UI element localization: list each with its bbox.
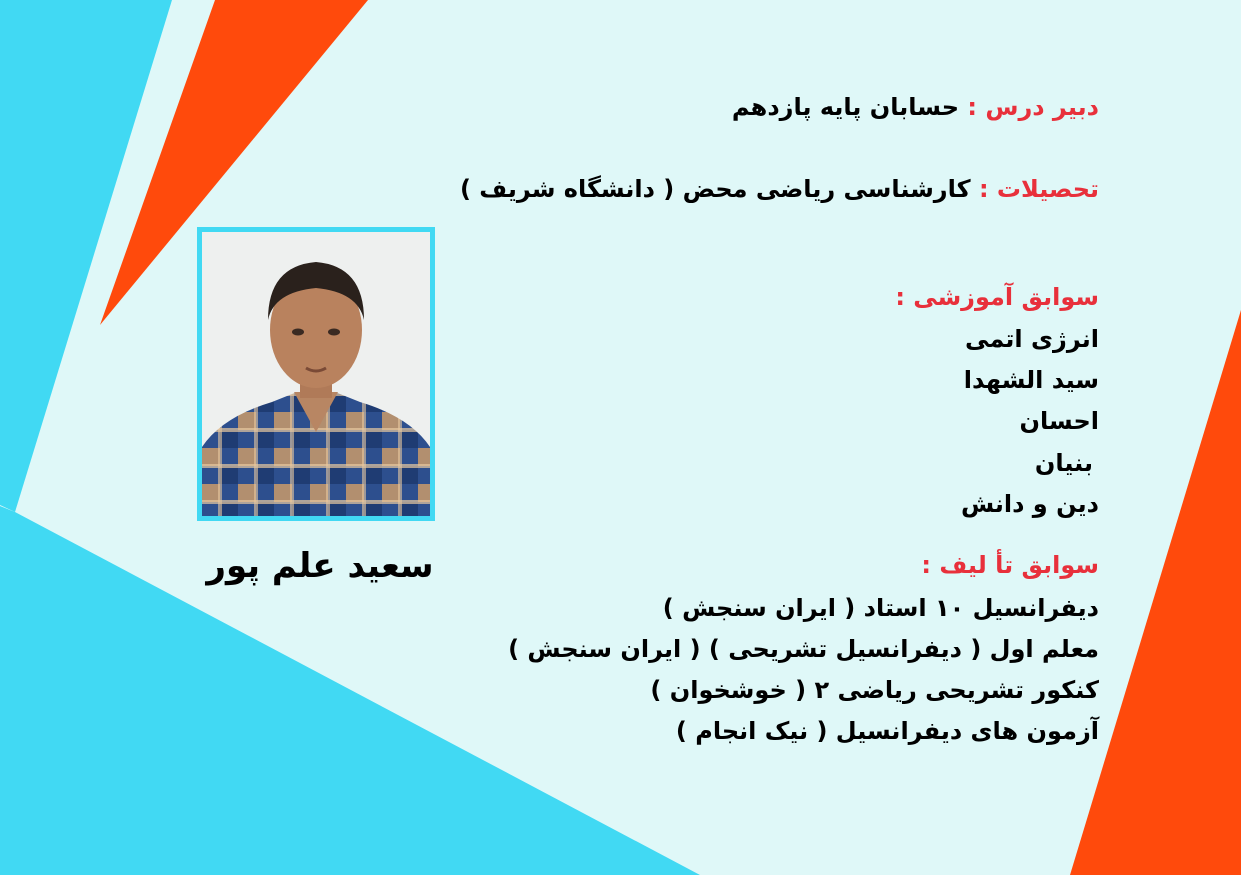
publication-item: کنکور تشریحی ریاضی ۲ ( خوشخوان ) (650, 676, 1099, 704)
teaching-history-item: انرژی اتمی (965, 325, 1099, 353)
teaching-history-item: احسان (1019, 407, 1099, 435)
teacher-portrait-icon (202, 232, 430, 516)
education-label: تحصیلات : (978, 175, 1099, 203)
teaching-history-label: سوابق آموزشی : (895, 283, 1099, 311)
subject-line (732, 90, 1099, 124)
teacher-photo-frame (197, 227, 435, 521)
teaching-history-item: بنیان (1034, 449, 1093, 477)
subject-value: حسابان پایه پازدهم (731, 93, 960, 121)
teaching-history-item: سید الشهدا (963, 366, 1099, 394)
publication-item: دیفرانسیل ۱۰ استاد ( ایران سنجش ) (662, 594, 1099, 622)
teacher-name: سعید علم پور (206, 546, 434, 586)
teaching-history-item: دین و دانش (960, 490, 1099, 518)
education-value: کارشناسی ریاضی محض ( دانشگاه شریف ) (459, 175, 971, 203)
education-line (460, 172, 1099, 206)
subject-label: دبیر درس : (967, 93, 1099, 121)
publication-item: معلم اول ( دیفرانسیل تشریحی ) ( ایران سنجش ) (508, 635, 1099, 663)
publications-label: سوابق تأ لیف : (921, 551, 1099, 579)
publication-item: آزمون های دیفرانسیل ( نیک انجام ) (675, 717, 1099, 745)
